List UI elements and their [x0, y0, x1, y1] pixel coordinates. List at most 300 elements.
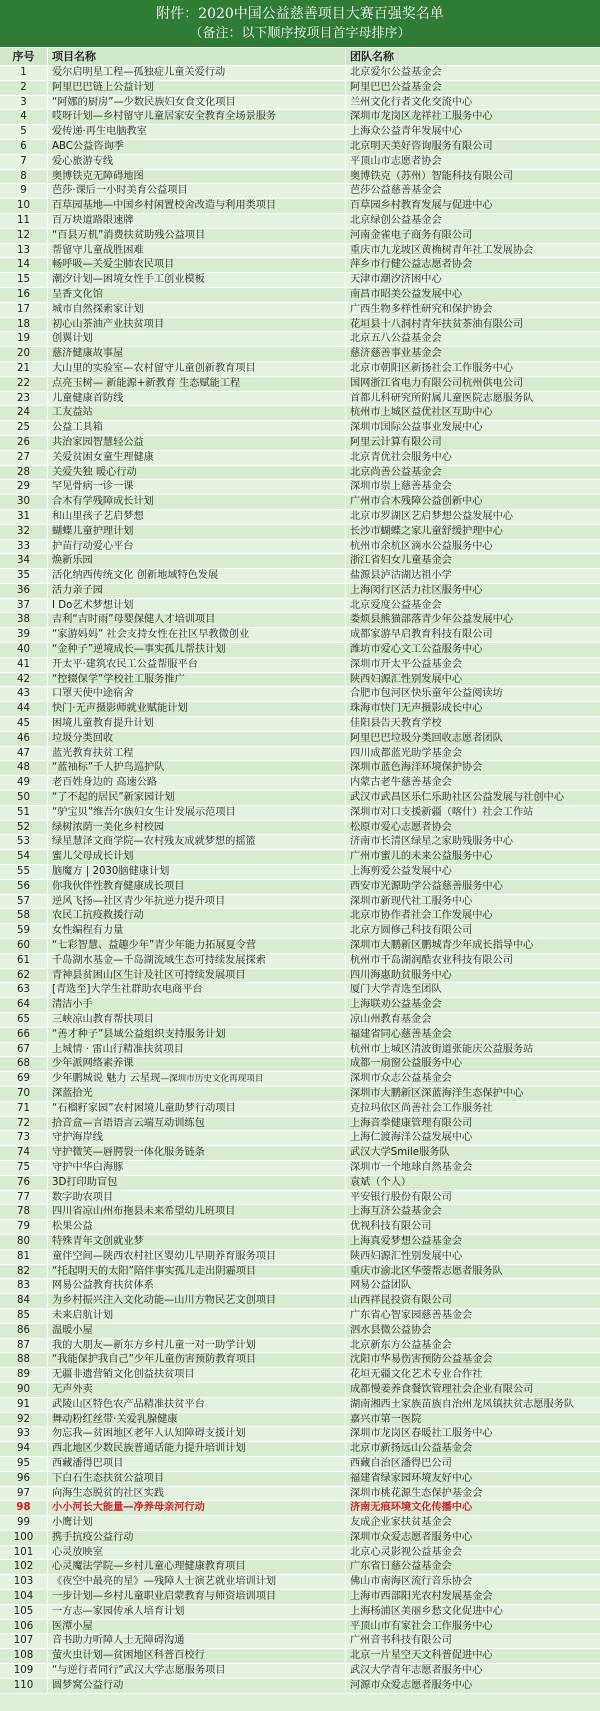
team-name: 内蒙古老牛慈善基金会 [350, 777, 452, 789]
row-number: 37 [0, 599, 48, 613]
project-name-cell [48, 791, 346, 805]
row-number: 102 [0, 1560, 48, 1574]
project-name-cell [48, 244, 346, 258]
project-name-cell [48, 96, 346, 110]
row-number: 98 [0, 1501, 48, 1515]
column-header-no: 序号 [0, 48, 48, 65]
team-name: 北京新东方公益基金会 [350, 1339, 452, 1351]
project-name-cell [48, 1472, 346, 1486]
project-name-cell [48, 1205, 346, 1219]
team-name: 深圳市蓝色海洋环境保护协会 [350, 762, 483, 774]
project-name-cell [48, 288, 346, 302]
team-name: 厦门大学青选至团队 [350, 984, 442, 996]
table-row [0, 761, 600, 776]
row-number: 7 [0, 155, 48, 169]
table-row [0, 495, 600, 510]
project-name-cell [48, 761, 346, 775]
row-number: 36 [0, 584, 48, 598]
table-row [0, 1368, 600, 1383]
table-row [0, 199, 600, 214]
project-name: 深蓝拾光 [52, 1087, 93, 1099]
table-row [0, 1072, 600, 1087]
project-name: “我能保护我自己”少年儿童伤害预防教育项目 [52, 1354, 257, 1366]
project-name-cell [48, 1531, 346, 1545]
project-name-cell [48, 895, 346, 909]
row-number: 62 [0, 969, 48, 983]
project-name-cell [48, 155, 346, 169]
row-number: 30 [0, 495, 48, 509]
team-name: 济南无痕环境文化传播中心 [350, 1502, 473, 1514]
team-name: 成都慢姜养食餐饮管理社会企业有限公司 [350, 1383, 534, 1395]
project-name-cell [48, 1324, 346, 1338]
project-name: 吉利“吉时雨”母婴保健人才培训项目 [52, 614, 216, 626]
row-number: 15 [0, 273, 48, 287]
project-name-cell [48, 1605, 346, 1619]
row-number: 2 [0, 81, 48, 95]
project-name-cell [48, 362, 346, 376]
project-name: 清洁小手 [52, 999, 93, 1011]
project-name: 青神县贫困山区生计及社区可持续发展项目 [52, 969, 246, 981]
row-number: 26 [0, 436, 48, 450]
table-row [0, 1028, 600, 1043]
table-row [0, 466, 600, 481]
project-name-cell [48, 1265, 346, 1279]
project-name-cell [48, 1664, 346, 1678]
table-row [0, 510, 600, 525]
project-name: 女性编程有力量 [52, 925, 124, 937]
project-name-cell [48, 702, 346, 716]
project-name: 百草园基地—中国乡村闲置校舍改造与利用类项目 [52, 200, 277, 212]
project-name: 护苗行动爱心平台 [52, 540, 134, 552]
project-name-cell [48, 554, 346, 568]
row-number: 101 [0, 1546, 48, 1560]
project-name-cell [48, 1590, 346, 1604]
row-number: 106 [0, 1620, 48, 1634]
table-row [0, 895, 600, 910]
table-row [0, 392, 600, 407]
row-number: 69 [0, 1072, 48, 1086]
project-name-cell [48, 1176, 346, 1190]
row-number: 4 [0, 110, 48, 124]
project-name: 一方志—家园传承人培育计划 [52, 1605, 185, 1617]
project-name: 开太平·建筑农民工公益帮服平台 [52, 658, 198, 670]
row-number: 95 [0, 1457, 48, 1471]
row-number: 103 [0, 1575, 48, 1589]
project-name: “七彩智慧、益趣少年”青少年能力拓展夏令营 [52, 940, 257, 952]
table-row [0, 1102, 600, 1117]
project-name: 百万块道路限速牌 [52, 214, 134, 226]
row-number: 93 [0, 1427, 48, 1441]
project-name-cell [48, 451, 346, 465]
column-header-project: 项目名称 [48, 48, 346, 65]
row-number: 61 [0, 954, 48, 968]
row-number: 19 [0, 332, 48, 346]
project-name-cell [48, 110, 346, 124]
project-name-cell [48, 1220, 346, 1234]
table-row [0, 702, 600, 717]
row-number: 100 [0, 1531, 48, 1545]
team-name: 广州音书科技有限公司 [350, 1635, 452, 1647]
project-name: 四川省凉山州布拖县未来希望幼儿班项目 [52, 1206, 236, 1218]
project-name: 畅呼吸—关爱尘肺农民项目 [52, 259, 175, 271]
team-name: 深圳市龙岗区春暖社工服务中心 [350, 1428, 493, 1440]
project-name: 三峡凉山教育帮扶项目 [52, 1014, 154, 1025]
team-name: 上海剪爱公益发展中心 [350, 866, 452, 878]
row-number: 22 [0, 377, 48, 391]
row-number: 14 [0, 258, 48, 272]
project-name: 点亮玉树— 新能源+新教育 生态赋能工程 [52, 377, 241, 389]
table-row [0, 599, 600, 614]
team-name: 深圳市龙岗区龙祥社工服务中心 [350, 111, 493, 123]
project-name-cell [48, 406, 346, 420]
row-number: 94 [0, 1442, 48, 1456]
team-name: 济南市长清区绿星之家助残服务中心 [350, 836, 513, 848]
project-name-cell [48, 835, 346, 849]
table-row [0, 436, 600, 451]
project-name: 守护中华白海豚 [52, 1161, 124, 1173]
table-row [0, 184, 600, 199]
row-number: 83 [0, 1279, 48, 1293]
team-name: 广州市蜜儿的未来公益服务中心 [350, 851, 493, 863]
row-number: 9 [0, 184, 48, 198]
table-row [0, 1413, 600, 1428]
project-name: 无疆非遗营销文化创益扶贫项目 [52, 1369, 195, 1381]
table-row [0, 1427, 600, 1442]
team-name: 陕西妇源汇性别发展中心 [350, 673, 463, 685]
project-name: [青选至]大学生社群助农电商平台 [52, 984, 203, 996]
project-name: 蝴蝶儿童护理计划 [52, 525, 134, 537]
team-name: 广西生物多样性研究和保护协会 [350, 303, 493, 315]
project-name-cell [48, 1235, 346, 1249]
table-row [0, 81, 600, 96]
row-number: 48 [0, 761, 48, 775]
table-row [0, 954, 600, 969]
table-row [0, 1605, 600, 1620]
table-row [0, 1398, 600, 1413]
team-name: 深圳市大鹏新区鹏城青少年成长指导中心 [350, 940, 534, 952]
table-row [0, 1353, 600, 1368]
team-name: 深圳市国际公益事业发展中心 [350, 422, 483, 434]
table-row [0, 1324, 600, 1339]
project-name: 你我伙伴性教育健康成长项目 [52, 880, 185, 892]
table-row [0, 1516, 600, 1531]
team-name: 珠海市快门无声摄影成长中心 [350, 703, 483, 715]
project-name-cell [48, 170, 346, 184]
project-name: “家游妈妈” 社会支持女性在社区早教微创业 [52, 629, 250, 641]
table-row [0, 939, 600, 954]
row-number: 10 [0, 199, 48, 213]
table-row [0, 229, 600, 244]
project-name-cell [48, 125, 346, 139]
row-number: 99 [0, 1516, 48, 1530]
project-name: 特殊青年文创就业梦 [52, 1235, 144, 1247]
project-name-cell [48, 303, 346, 317]
team-name: 国网浙江省电力有限公司杭州供电公司 [350, 377, 524, 389]
row-number: 87 [0, 1339, 48, 1353]
table-row [0, 1146, 600, 1161]
team-name: 阿里巴巴公益基金会 [350, 81, 442, 93]
project-name-cell [48, 983, 346, 997]
project-name: I Do艺术梦想计划 [52, 599, 134, 611]
row-number: 57 [0, 895, 48, 909]
table-row [0, 569, 600, 584]
project-name-cell [48, 199, 346, 213]
project-name: 爱心旅游专线 [52, 155, 114, 167]
project-name: 农民工抗疫救援行动 [52, 910, 144, 922]
project-name: 活力亲子园 [52, 584, 103, 596]
team-name: 上海音拳健康管理有限公司 [350, 1117, 473, 1129]
team-name: 深圳市崇上慈善基金会 [350, 481, 452, 493]
project-name-cell [48, 1398, 346, 1412]
project-name-cell [48, 1339, 346, 1353]
table-row [0, 584, 600, 599]
table-row [0, 1265, 600, 1280]
team-name: 平顶山市有家社会工作服务中心 [350, 1620, 493, 1632]
project-name: 芭莎·课后一小时美育公益项目 [52, 185, 188, 197]
team-name: 花垣无疆文化艺术专业合作社 [350, 1369, 483, 1381]
project-name-cell [48, 421, 346, 435]
row-number: 41 [0, 658, 48, 672]
row-number: 53 [0, 835, 48, 849]
team-name: 西安市光源助学公益慈善服务中心 [350, 880, 503, 892]
project-name-cell [48, 436, 346, 450]
project-name: 松果公益 [52, 1221, 93, 1233]
team-name: 深圳市新现代社工服务中心 [350, 895, 473, 907]
project-name: 少年派网络素养课 [52, 1058, 134, 1070]
table-row [0, 1531, 600, 1546]
table-row [0, 1575, 600, 1590]
row-number: 80 [0, 1235, 48, 1249]
project-name-cell [48, 1043, 346, 1057]
table-header [0, 48, 600, 66]
project-name: 舞动粉红丝带·关爱乳腺健康 [52, 1413, 178, 1425]
table-row [0, 480, 600, 495]
table-row [0, 909, 600, 924]
team-name: 佳阳县告天教育学校 [350, 718, 442, 730]
table-row [0, 1442, 600, 1457]
table-row [0, 347, 600, 362]
table-row [0, 540, 600, 555]
project-name-cell [48, 1353, 346, 1367]
table-row [0, 1191, 600, 1206]
team-name: 成都家游早启教育科技有限公司 [350, 629, 493, 641]
table-row [0, 1087, 600, 1102]
project-name-cell [48, 1117, 346, 1131]
table-row [0, 865, 600, 880]
project-name: 《夜空中最亮的星》—残障人士演艺就业培训计划 [52, 1576, 277, 1588]
team-name: 潍坊市爱心文工公益服务中心 [350, 644, 483, 656]
table-row [0, 1590, 600, 1605]
table-row [0, 1679, 600, 1694]
project-name-cell [48, 1575, 346, 1589]
table-row [0, 96, 600, 111]
project-name-suffix: —深圳市历史文化再现项目 [160, 1074, 264, 1085]
project-name: 焕新乐园 [52, 555, 93, 567]
project-name: “善才种子”县域公益组织支持服务计划 [52, 1028, 226, 1040]
table-row [0, 1339, 600, 1354]
project-name: “蓝袖标”千人护鸟巡护队 [52, 762, 165, 774]
row-number: 5 [0, 125, 48, 139]
team-name: 北京尚善公益基金会 [350, 466, 442, 478]
project-name-cell [48, 495, 346, 509]
project-name: 初心山茶油产业扶贫项目 [52, 318, 165, 330]
row-number: 17 [0, 303, 48, 317]
project-name-cell [48, 1634, 346, 1648]
page-note: （备注：以下顺序按项目首字母排序） [189, 26, 411, 41]
project-name-cell [48, 377, 346, 391]
team-name: 陕西妇源汇性别发展中心 [350, 1250, 463, 1262]
project-name-cell [48, 1383, 346, 1397]
project-name: “驴宝贝”维吾尔族妇女生计发展示范项目 [52, 806, 236, 818]
project-name: 口罩天使中途宿舍 [52, 688, 134, 700]
table-row [0, 258, 600, 273]
project-name-cell [48, 880, 346, 894]
team-name: 萍乡市行健公益志愿者协会 [350, 259, 473, 271]
team-name: 北京市新扬远山公益基金会 [350, 1443, 473, 1455]
project-name-cell [48, 66, 346, 80]
project-name-cell [48, 1413, 346, 1427]
project-name: 少年鹏城说 魅力 云星现 [52, 1073, 161, 1085]
table-row [0, 1117, 600, 1132]
team-name: 合肥市包河区快乐童年公益阅读坊 [350, 688, 503, 700]
project-name-cell [48, 599, 346, 613]
project-name-cell [48, 776, 346, 790]
team-name: 杭州市千岛湖润酷农业科技有限公司 [350, 954, 513, 966]
project-name: 爱尔启明星工程—孤独症儿童关爱行动 [52, 67, 226, 78]
team-name: 北京五八公益基金会 [350, 333, 442, 345]
project-name: 医潭小屋 [52, 1620, 93, 1632]
team-name: 深圳市一个地球自然基金会 [350, 1161, 473, 1173]
table-row [0, 1250, 600, 1265]
project-name: 奥博铁克无障碍地图 [52, 170, 144, 182]
team-name: 娄烦县熊猫部落青少年公益发展中心 [350, 614, 513, 626]
project-name-cell [48, 924, 346, 938]
row-number: 85 [0, 1309, 48, 1323]
table-row [0, 821, 600, 836]
project-name-cell [48, 1457, 346, 1471]
row-number: 1 [0, 66, 48, 80]
table-row [0, 318, 600, 333]
project-name: 下白石生态扶贫公益项目 [52, 1472, 165, 1484]
project-name-cell [48, 1560, 346, 1574]
project-name: 武陵山区特色农产品精准扶贫平台 [52, 1398, 205, 1410]
table-row [0, 880, 600, 895]
table-row [0, 170, 600, 185]
project-name-cell [48, 939, 346, 953]
team-name: 友成企业家扶贫基金会 [350, 1517, 452, 1529]
team-name: 杭州市余杭区滴水公益服务中心 [350, 540, 493, 552]
table-row [0, 554, 600, 569]
project-name-cell [48, 466, 346, 480]
team-name: 福建省同心慈善基金会 [350, 1028, 452, 1040]
project-name: 困境儿童教育提升计划 [52, 718, 154, 730]
project-name-cell [48, 1013, 346, 1027]
table-row [0, 525, 600, 540]
project-name-cell [48, 1161, 346, 1175]
project-name-cell [48, 1679, 346, 1693]
team-name: 深圳市开太平公益基金会 [350, 658, 463, 670]
team-name: 凉山州教育基金会 [350, 1014, 432, 1025]
project-name-cell [48, 1368, 346, 1382]
project-name-cell [48, 258, 346, 272]
table-row [0, 406, 600, 421]
project-name-cell [48, 1620, 346, 1634]
project-name: 守护微笑—唇腭裂一体化服务链条 [52, 1147, 205, 1159]
project-name-cell [48, 584, 346, 598]
project-name: 我的大朋友—新东方乡村儿童一对一助学计划 [52, 1339, 256, 1351]
project-name-cell [48, 1072, 346, 1086]
table-row [0, 1472, 600, 1487]
row-number: 27 [0, 451, 48, 465]
project-name: 千岛湖水基金—千岛湖流域生态可持续发展探索 [52, 954, 266, 966]
project-name: 帮留守儿童战胜困难 [52, 244, 144, 256]
row-number: 55 [0, 865, 48, 879]
table-row [0, 1487, 600, 1502]
project-name: “托起明天的太阳”陪伴事实孤儿走出阴霾项目 [52, 1265, 257, 1277]
table-row [0, 969, 600, 984]
project-name: 西藏潘得巴项目 [52, 1457, 124, 1469]
row-number: 29 [0, 480, 48, 494]
table-row [0, 806, 600, 821]
project-name-cell [48, 347, 346, 361]
table-row [0, 613, 600, 628]
table-row [0, 1501, 600, 1516]
project-name: 脑魔方 | 2030脑健康计划 [52, 866, 170, 878]
team-name: 武汉大学Smile服务队 [350, 1147, 450, 1159]
table-row [0, 155, 600, 170]
row-number: 43 [0, 687, 48, 701]
project-name-cell [48, 229, 346, 243]
project-name-cell [48, 392, 346, 406]
team-name: 上海仁渡海洋公益发展中心 [350, 1132, 473, 1144]
project-name-cell [48, 998, 346, 1012]
project-name: 绿树浓荫一美化乡村校园 [52, 821, 165, 833]
row-number: 76 [0, 1176, 48, 1190]
row-number: 54 [0, 850, 48, 864]
row-number: 108 [0, 1649, 48, 1663]
project-name-cell [48, 1649, 346, 1663]
project-name: 蜜儿父母成长计划 [52, 851, 134, 863]
table-row [0, 747, 600, 762]
table-row [0, 835, 600, 850]
project-name: ABC公益咨询季 [52, 140, 124, 152]
team-name: 湖南湘西土家族苗族自治州龙凤镇扶贫志愿服务队 [350, 1398, 575, 1410]
row-number: 13 [0, 244, 48, 258]
project-name: 携手抗疫公益行动 [52, 1531, 134, 1543]
project-name: 罕见骨病一诊一课 [52, 481, 134, 493]
table-row [0, 1161, 600, 1176]
table-row [0, 983, 600, 998]
project-name: 童伴空间—陕西农村社区婴幼儿早期养育服务项目 [52, 1250, 277, 1262]
project-name: 温暖小屋 [52, 1324, 93, 1336]
project-name-cell [48, 717, 346, 731]
project-name: 上城情 · 雷山行精准扶贫项目 [52, 1043, 184, 1055]
row-number: 63 [0, 983, 48, 997]
row-number: 56 [0, 880, 48, 894]
table-row [0, 1560, 600, 1575]
row-number: 38 [0, 613, 48, 627]
row-number: 28 [0, 466, 48, 480]
team-name: 北京爱尔公益基金会 [350, 67, 442, 78]
row-number: 58 [0, 909, 48, 923]
table-row [0, 1235, 600, 1250]
team-name: 河南金雀电子商务有限公司 [350, 229, 473, 241]
row-number: 82 [0, 1265, 48, 1279]
project-name: 守护海岸线 [52, 1132, 103, 1144]
row-number: 49 [0, 776, 48, 790]
table-row [0, 1457, 600, 1472]
row-number: 12 [0, 229, 48, 243]
